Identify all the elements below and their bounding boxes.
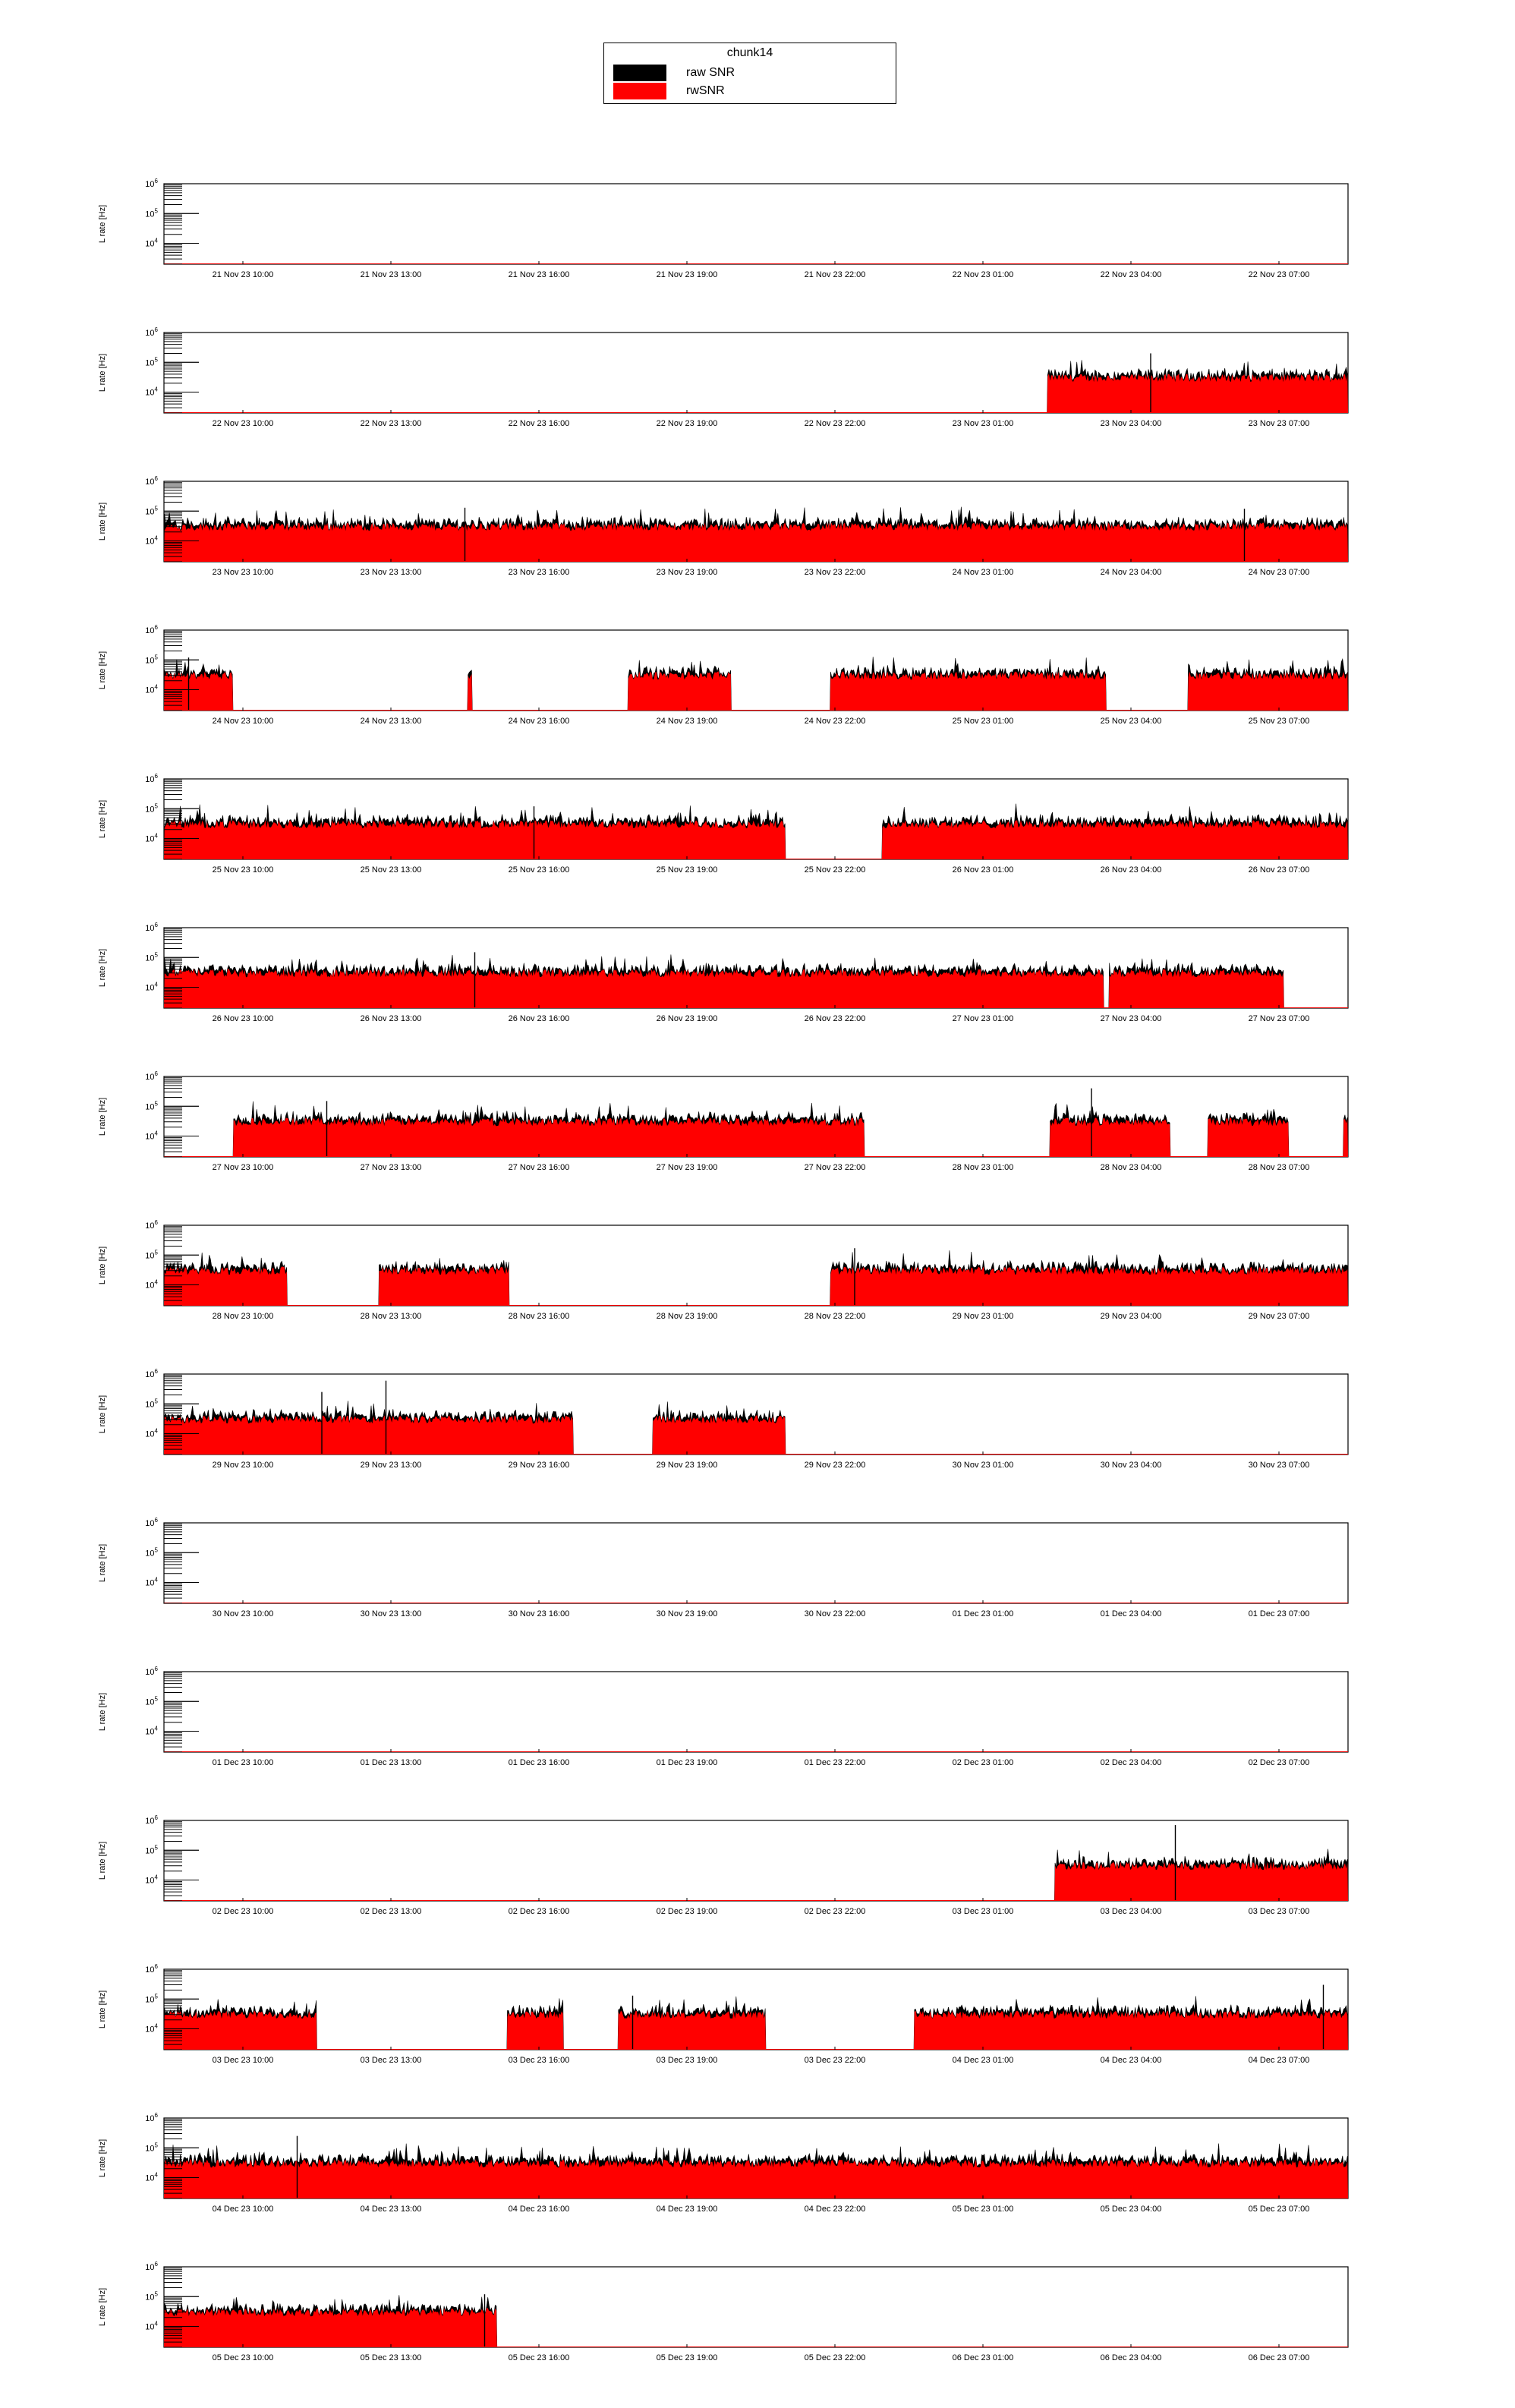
x-tick-label: 29 Nov 23 10:00 <box>212 1461 274 1470</box>
x-tick-label: 05 Dec 23 10:00 <box>212 2353 274 2362</box>
x-tick-label: 26 Nov 23 01:00 <box>952 865 1014 875</box>
x-tick-label: 23 Nov 23 22:00 <box>804 568 866 577</box>
x-tick-label: 03 Dec 23 07:00 <box>1248 1907 1310 1916</box>
rwsnr-series <box>1188 671 1348 711</box>
x-tick-label: 03 Dec 23 04:00 <box>1100 1907 1162 1916</box>
x-tick-label: 25 Nov 23 07:00 <box>1248 717 1310 726</box>
x-tick-label: 24 Nov 23 01:00 <box>952 568 1014 577</box>
x-tick-label: 27 Nov 23 13:00 <box>360 1163 422 1172</box>
y-axis-label: L rate [Hz] <box>98 1841 107 1880</box>
y-tick-label: $10^5$ <box>145 1100 158 1112</box>
panel-13 <box>98 1963 1348 2065</box>
y-tick-label: $10^4$ <box>145 683 158 695</box>
panel-4 <box>98 624 1348 726</box>
rwsnr-series <box>1343 1119 1349 1157</box>
x-tick-label: 27 Nov 23 04:00 <box>1100 1014 1162 1023</box>
x-tick-label: 04 Dec 23 19:00 <box>656 2205 718 2214</box>
x-tick-label: 30 Nov 23 04:00 <box>1100 1461 1162 1470</box>
y-tick-label: $10^5$ <box>145 207 158 219</box>
panel-14 <box>98 2112 1348 2214</box>
rwsnr-series <box>618 2010 766 2050</box>
x-tick-label: 26 Nov 23 16:00 <box>508 1014 570 1023</box>
legend-title: chunk14 <box>726 46 773 59</box>
y-tick-label: $10^6$ <box>145 1666 158 1677</box>
x-tick-label: 01 Dec 23 04:00 <box>1100 1609 1162 1618</box>
x-tick-label: 26 Nov 23 13:00 <box>360 1014 422 1023</box>
panel-15 <box>98 2261 1348 2362</box>
y-tick-label: $10^4$ <box>145 1278 158 1291</box>
x-tick-label: 25 Nov 23 10:00 <box>212 865 274 875</box>
y-axis-label: L rate [Hz] <box>98 2287 107 2327</box>
y-axis-label: L rate [Hz] <box>98 2139 107 2178</box>
y-tick-label: $10^6$ <box>145 1070 158 1082</box>
panel-3 <box>98 475 1348 577</box>
y-tick-label: $10^5$ <box>145 951 158 963</box>
plot-frame <box>164 630 1348 711</box>
x-tick-label: 25 Nov 23 13:00 <box>360 865 422 875</box>
legend-label-raw: raw SNR <box>686 66 735 79</box>
x-tick-label: 06 Dec 23 04:00 <box>1100 2353 1162 2362</box>
x-tick-label: 30 Nov 23 13:00 <box>360 1609 422 1618</box>
y-tick-label: $10^6$ <box>145 1219 158 1231</box>
y-tick-label: $10^4$ <box>145 1725 158 1737</box>
x-tick-label: 25 Nov 23 01:00 <box>952 717 1014 726</box>
x-tick-label: 27 Nov 23 19:00 <box>656 1163 718 1172</box>
x-tick-label: 22 Nov 23 19:00 <box>656 419 718 428</box>
x-tick-label: 23 Nov 23 07:00 <box>1248 419 1310 428</box>
y-axis-label: L rate [Hz] <box>98 502 107 541</box>
y-tick-label: $10^5$ <box>145 2142 158 2154</box>
y-tick-label: $10^5$ <box>145 1993 158 2005</box>
y-tick-label: $10^5$ <box>145 2290 158 2302</box>
x-tick-label: 29 Nov 23 22:00 <box>804 1461 866 1470</box>
y-tick-label: $10^5$ <box>145 1249 158 1261</box>
x-tick-label: 26 Nov 23 19:00 <box>656 1014 718 1023</box>
y-tick-label: $10^4$ <box>145 981 158 993</box>
y-tick-label: $10^5$ <box>145 1398 158 1410</box>
x-tick-label: 05 Dec 23 01:00 <box>952 2205 1014 2214</box>
x-tick-label: 28 Nov 23 13:00 <box>360 1312 422 1321</box>
x-tick-label: 27 Nov 23 07:00 <box>1248 1014 1310 1023</box>
x-tick-label: 28 Nov 23 22:00 <box>804 1312 866 1321</box>
x-tick-label: 02 Dec 23 04:00 <box>1100 1758 1162 1767</box>
x-tick-label: 27 Nov 23 22:00 <box>804 1163 866 1172</box>
y-tick-label: $10^4$ <box>145 2171 158 2183</box>
x-tick-label: 01 Dec 23 07:00 <box>1248 1609 1310 1618</box>
x-tick-label: 28 Nov 23 07:00 <box>1248 1163 1310 1172</box>
x-tick-label: 21 Nov 23 10:00 <box>212 270 274 279</box>
rwsnr-series <box>468 674 473 711</box>
x-tick-label: 01 Dec 23 13:00 <box>360 1758 422 1767</box>
x-tick-label: 22 Nov 23 10:00 <box>212 419 274 428</box>
y-axis-label: L rate [Hz] <box>98 204 107 244</box>
y-tick-label: $10^5$ <box>145 356 158 368</box>
x-tick-label: 25 Nov 23 22:00 <box>804 865 866 875</box>
x-tick-label: 02 Dec 23 07:00 <box>1248 1758 1310 1767</box>
rwsnr-series <box>882 820 1348 859</box>
y-tick-label: $10^6$ <box>145 624 158 635</box>
x-tick-label: 04 Dec 23 13:00 <box>360 2205 422 2214</box>
x-tick-label: 25 Nov 23 16:00 <box>508 865 570 875</box>
panel-8 <box>98 1219 1348 1321</box>
x-tick-label: 23 Nov 23 19:00 <box>656 568 718 577</box>
panel-6 <box>98 922 1348 1023</box>
y-tick-label: $10^6$ <box>145 178 158 189</box>
rwsnr-series <box>653 1415 786 1455</box>
x-tick-label: 27 Nov 23 10:00 <box>212 1163 274 1172</box>
y-axis-label: L rate [Hz] <box>98 1692 107 1732</box>
rwsnr-series <box>830 1266 1349 1306</box>
x-tick-label: 30 Nov 23 10:00 <box>212 1609 274 1618</box>
plot-frame <box>164 1672 1348 1752</box>
y-axis-label: L rate [Hz] <box>98 1246 107 1285</box>
x-tick-label: 01 Dec 23 22:00 <box>804 1758 866 1767</box>
x-tick-label: 02 Dec 23 22:00 <box>804 1907 866 1916</box>
x-tick-label: 05 Dec 23 16:00 <box>508 2353 570 2362</box>
x-tick-label: 30 Nov 23 19:00 <box>656 1609 718 1618</box>
y-tick-label: $10^6$ <box>145 326 158 338</box>
y-tick-label: $10^4$ <box>145 832 158 844</box>
x-tick-label: 29 Nov 23 19:00 <box>656 1461 718 1470</box>
panel-12 <box>98 1814 1348 1916</box>
x-tick-label: 29 Nov 23 13:00 <box>360 1461 422 1470</box>
x-tick-label: 06 Dec 23 01:00 <box>952 2353 1014 2362</box>
x-tick-label: 22 Nov 23 13:00 <box>360 419 422 428</box>
rwsnr-series <box>164 820 786 859</box>
x-tick-label: 02 Dec 23 19:00 <box>656 1907 718 1916</box>
rwsnr-series <box>628 671 732 711</box>
x-tick-label: 01 Dec 23 19:00 <box>656 1758 718 1767</box>
panel-11 <box>98 1666 1348 1767</box>
x-tick-label: 26 Nov 23 04:00 <box>1100 865 1162 875</box>
y-axis-label: L rate [Hz] <box>98 1543 107 1583</box>
x-tick-label: 28 Nov 23 16:00 <box>508 1312 570 1321</box>
x-tick-label: 25 Nov 23 04:00 <box>1100 717 1162 726</box>
y-tick-label: $10^5$ <box>145 505 158 517</box>
segment-4 <box>1343 1115 1349 1157</box>
y-tick-label: $10^4$ <box>145 2022 158 2035</box>
y-tick-label: $10^6$ <box>145 773 158 784</box>
x-tick-label: 29 Nov 23 16:00 <box>508 1461 570 1470</box>
x-tick-label: 23 Nov 23 01:00 <box>952 419 1014 428</box>
y-tick-label: $10^5$ <box>145 1695 158 1707</box>
y-tick-label: $10^4$ <box>145 1576 158 1588</box>
y-tick-label: $10^6$ <box>145 2112 158 2123</box>
x-tick-label: 24 Nov 23 16:00 <box>508 717 570 726</box>
y-tick-label: $10^4$ <box>145 1427 158 1439</box>
x-tick-label: 28 Nov 23 01:00 <box>952 1163 1014 1172</box>
y-axis-label: L rate [Hz] <box>98 651 107 690</box>
x-tick-label: 26 Nov 23 10:00 <box>212 1014 274 1023</box>
y-tick-label: $10^6$ <box>145 1963 158 1975</box>
x-tick-label: 21 Nov 23 19:00 <box>656 270 718 279</box>
y-tick-label: $10^4$ <box>145 534 158 547</box>
y-tick-label: $10^5$ <box>145 802 158 815</box>
x-tick-label: 24 Nov 23 22:00 <box>804 717 866 726</box>
y-tick-label: $10^4$ <box>145 237 158 249</box>
rwsnr-series <box>164 2159 1348 2198</box>
y-tick-label: $10^6$ <box>145 922 158 933</box>
y-axis-label: L rate [Hz] <box>98 799 107 839</box>
x-tick-label: 06 Dec 23 07:00 <box>1248 2353 1310 2362</box>
x-tick-label: 05 Dec 23 13:00 <box>360 2353 422 2362</box>
y-axis-label: L rate [Hz] <box>98 353 107 392</box>
y-tick-label: $10^6$ <box>145 2261 158 2272</box>
x-tick-label: 03 Dec 23 22:00 <box>804 2056 866 2065</box>
x-tick-label: 24 Nov 23 07:00 <box>1248 568 1310 577</box>
plot-frame <box>164 1523 1348 1603</box>
panel-10 <box>98 1517 1348 1618</box>
x-tick-label: 24 Nov 23 04:00 <box>1100 568 1162 577</box>
panel-5 <box>98 773 1348 875</box>
x-tick-label: 30 Nov 23 16:00 <box>508 1609 570 1618</box>
y-tick-label: $10^5$ <box>145 1546 158 1559</box>
rwsnr-series <box>1047 373 1349 413</box>
x-tick-label: 23 Nov 23 10:00 <box>212 568 274 577</box>
rwsnr-series <box>164 2010 317 2050</box>
x-tick-label: 04 Dec 23 16:00 <box>508 2205 570 2214</box>
x-tick-label: 23 Nov 23 13:00 <box>360 568 422 577</box>
panel-1 <box>98 178 1348 279</box>
x-tick-label: 04 Dec 23 04:00 <box>1100 2056 1162 2065</box>
x-tick-label: 03 Dec 23 01:00 <box>952 1907 1014 1916</box>
y-axis-label: L rate [Hz] <box>98 1097 107 1136</box>
x-tick-label: 02 Dec 23 16:00 <box>508 1907 570 1916</box>
x-tick-label: 05 Dec 23 07:00 <box>1248 2205 1310 2214</box>
x-tick-label: 05 Dec 23 04:00 <box>1100 2205 1162 2214</box>
x-tick-label: 03 Dec 23 16:00 <box>508 2056 570 2065</box>
x-tick-label: 21 Nov 23 13:00 <box>360 270 422 279</box>
x-tick-label: 05 Dec 23 19:00 <box>656 2353 718 2362</box>
x-tick-label: 30 Nov 23 22:00 <box>804 1609 866 1618</box>
x-tick-label: 04 Dec 23 01:00 <box>952 2056 1014 2065</box>
x-tick-label: 03 Dec 23 13:00 <box>360 2056 422 2065</box>
x-tick-label: 27 Nov 23 01:00 <box>952 1014 1014 1023</box>
x-tick-label: 01 Dec 23 16:00 <box>508 1758 570 1767</box>
x-tick-label: 24 Nov 23 19:00 <box>656 717 718 726</box>
y-tick-label: $10^4$ <box>145 2320 158 2332</box>
x-tick-label: 21 Nov 23 22:00 <box>804 270 866 279</box>
y-tick-label: $10^4$ <box>145 1874 158 1886</box>
x-tick-label: 23 Nov 23 16:00 <box>508 568 570 577</box>
x-tick-label: 26 Nov 23 22:00 <box>804 1014 866 1023</box>
x-tick-label: 03 Dec 23 19:00 <box>656 2056 718 2065</box>
y-axis-label: L rate [Hz] <box>98 1990 107 2029</box>
x-tick-label: 28 Nov 23 10:00 <box>212 1312 274 1321</box>
x-tick-label: 04 Dec 23 07:00 <box>1248 2056 1310 2065</box>
x-tick-label: 28 Nov 23 04:00 <box>1100 1163 1162 1172</box>
panel-9 <box>98 1368 1348 1470</box>
x-tick-label: 22 Nov 23 22:00 <box>804 419 866 428</box>
x-tick-label: 01 Dec 23 01:00 <box>952 1609 1014 1618</box>
y-tick-label: $10^6$ <box>145 1517 158 1528</box>
x-tick-label: 02 Dec 23 13:00 <box>360 1907 422 1916</box>
x-tick-label: 24 Nov 23 10:00 <box>212 717 274 726</box>
x-tick-label: 27 Nov 23 16:00 <box>508 1163 570 1172</box>
plot-frame <box>164 184 1348 264</box>
y-tick-label: $10^6$ <box>145 1814 158 1826</box>
y-tick-label: $10^5$ <box>145 1844 158 1856</box>
x-tick-label: 01 Dec 23 10:00 <box>212 1758 274 1767</box>
x-tick-label: 04 Dec 23 22:00 <box>804 2205 866 2214</box>
panel-7 <box>98 1070 1348 1172</box>
y-tick-label: $10^6$ <box>145 475 158 487</box>
x-tick-label: 29 Nov 23 07:00 <box>1248 1312 1310 1321</box>
x-tick-label: 05 Dec 23 22:00 <box>804 2353 866 2362</box>
y-axis-label: L rate [Hz] <box>98 1395 107 1434</box>
x-tick-label: 26 Nov 23 07:00 <box>1248 865 1310 875</box>
x-tick-label: 29 Nov 23 04:00 <box>1100 1312 1162 1321</box>
y-tick-label: $10^4$ <box>145 1130 158 1142</box>
x-tick-label: 22 Nov 23 07:00 <box>1248 270 1310 279</box>
x-tick-label: 24 Nov 23 13:00 <box>360 717 422 726</box>
x-tick-label: 22 Nov 23 16:00 <box>508 419 570 428</box>
y-axis-label: L rate [Hz] <box>98 948 107 988</box>
y-tick-label: $10^5$ <box>145 654 158 666</box>
segment-2 <box>468 670 473 711</box>
x-tick-label: 03 Dec 23 10:00 <box>212 2056 274 2065</box>
y-tick-label: $10^4$ <box>145 386 158 398</box>
x-tick-label: 23 Nov 23 04:00 <box>1100 419 1162 428</box>
x-tick-label: 29 Nov 23 01:00 <box>952 1312 1014 1321</box>
legend-label-rw: rwSNR <box>686 84 725 97</box>
x-tick-label: 21 Nov 23 16:00 <box>508 270 570 279</box>
x-tick-label: 25 Nov 23 19:00 <box>656 865 718 875</box>
x-tick-label: 02 Dec 23 10:00 <box>212 1907 274 1916</box>
x-tick-label: 30 Nov 23 01:00 <box>952 1461 1014 1470</box>
x-tick-label: 22 Nov 23 01:00 <box>952 270 1014 279</box>
x-tick-label: 30 Nov 23 07:00 <box>1248 1461 1310 1470</box>
x-tick-label: 28 Nov 23 19:00 <box>656 1312 718 1321</box>
x-tick-label: 22 Nov 23 04:00 <box>1100 270 1162 279</box>
x-tick-label: 02 Dec 23 01:00 <box>952 1758 1014 1767</box>
y-tick-label: $10^6$ <box>145 1368 158 1379</box>
panel-2 <box>98 326 1348 428</box>
x-tick-label: 04 Dec 23 10:00 <box>212 2205 274 2214</box>
